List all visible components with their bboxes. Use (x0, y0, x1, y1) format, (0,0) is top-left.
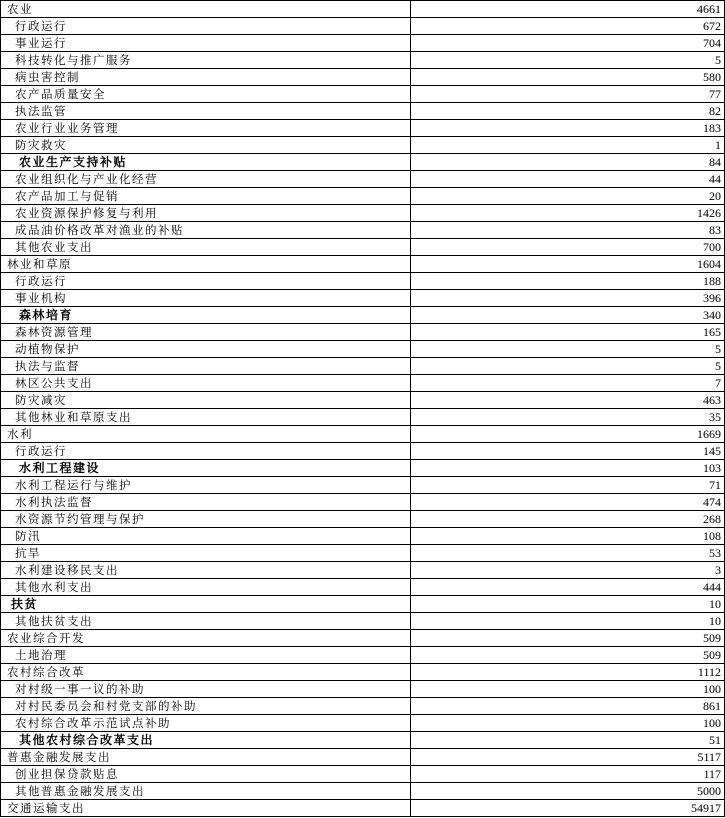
row-label: 防汛 (1, 528, 411, 545)
row-label: 水利工程运行与维护 (1, 477, 411, 494)
row-label: 其他农业支出 (1, 239, 411, 256)
row-label: 科技转化与推广服务 (1, 52, 411, 69)
table-row (1, 409, 725, 426)
row-value: 580 (411, 69, 725, 86)
row-label: 其他林业和草原支出 (1, 409, 411, 426)
row-label: 农业生产支持补贴 (1, 154, 411, 171)
row-value: 5 (411, 52, 725, 69)
table-row (1, 52, 725, 69)
row-label: 执法监管 (1, 103, 411, 120)
row-value: 396 (411, 290, 725, 307)
row-label: 土地治理 (1, 647, 411, 664)
row-value: 188 (411, 273, 725, 290)
row-label: 事业机构 (1, 290, 411, 307)
table-row (1, 511, 725, 528)
row-value: 268 (411, 511, 725, 528)
table-row (1, 766, 725, 783)
row-label: 扶贫 (1, 596, 411, 613)
row-value: 700 (411, 239, 725, 256)
table-row (1, 18, 725, 35)
row-label: 水资源节约管理与保护 (1, 511, 411, 528)
row-value: 5 (411, 358, 725, 375)
table-row (1, 307, 725, 324)
table-row (1, 1, 725, 18)
table-row (1, 154, 725, 171)
row-value: 145 (411, 443, 725, 460)
table-row (1, 86, 725, 103)
row-value: 3 (411, 562, 725, 579)
table-row (1, 35, 725, 52)
row-value: 704 (411, 35, 725, 52)
row-label: 农产品质量安全 (1, 86, 411, 103)
table-row (1, 443, 725, 460)
row-label: 防灾减灾 (1, 392, 411, 409)
table-row (1, 783, 725, 800)
row-value: 83 (411, 222, 725, 239)
row-label: 事业运行 (1, 35, 411, 52)
table-row (1, 596, 725, 613)
row-value: 340 (411, 307, 725, 324)
budget-table-body (1, 1, 725, 817)
table-row (1, 528, 725, 545)
table-row (1, 477, 725, 494)
table-row (1, 120, 725, 137)
row-label: 其他水利支出 (1, 579, 411, 596)
row-label: 行政运行 (1, 443, 411, 460)
table-row (1, 358, 725, 375)
table-row (1, 681, 725, 698)
row-label: 防灾救灾 (1, 137, 411, 154)
row-label: 对村级一事一议的补助 (1, 681, 411, 698)
row-value: 1604 (411, 256, 725, 273)
row-value: 183 (411, 120, 725, 137)
table-row (1, 630, 725, 647)
row-label: 水利执法监督 (1, 494, 411, 511)
row-value: 10 (411, 596, 725, 613)
row-label: 水利工程建设 (1, 460, 411, 477)
row-label: 其他农村综合改革支出 (1, 732, 411, 749)
row-value: 71 (411, 477, 725, 494)
table-row (1, 171, 725, 188)
table-row (1, 460, 725, 477)
row-label: 水利建设移民支出 (1, 562, 411, 579)
row-label: 对村民委员会和村党支部的补助 (1, 698, 411, 715)
row-value: 1426 (411, 205, 725, 222)
row-value: 82 (411, 103, 725, 120)
table-row (1, 137, 725, 154)
table-row (1, 426, 725, 443)
row-value: 463 (411, 392, 725, 409)
row-value: 84 (411, 154, 725, 171)
table-row (1, 715, 725, 732)
table-row (1, 392, 725, 409)
table-row (1, 732, 725, 749)
row-label: 普惠金融发展支出 (1, 749, 411, 766)
row-label: 农产品加工与促销 (1, 188, 411, 205)
table-row (1, 664, 725, 681)
table-row (1, 324, 725, 341)
row-label: 行政运行 (1, 273, 411, 290)
row-value: 861 (411, 698, 725, 715)
row-value: 7 (411, 375, 725, 392)
row-label: 林区公共支出 (1, 375, 411, 392)
row-label: 水利 (1, 426, 411, 443)
row-value: 35 (411, 409, 725, 426)
table-row (1, 749, 725, 766)
row-label: 行政运行 (1, 18, 411, 35)
row-label: 执法与监督 (1, 358, 411, 375)
table-row (1, 188, 725, 205)
table-row (1, 698, 725, 715)
row-value: 117 (411, 766, 725, 783)
table-row (1, 545, 725, 562)
row-label: 动植物保护 (1, 341, 411, 358)
table-row (1, 103, 725, 120)
row-value: 100 (411, 715, 725, 732)
row-label: 其他普惠金融发展支出 (1, 783, 411, 800)
row-value: 100 (411, 681, 725, 698)
row-label: 农业 (1, 1, 411, 18)
row-label: 森林培育 (1, 307, 411, 324)
table-row (1, 256, 725, 273)
row-label: 创业担保贷款贴息 (1, 766, 411, 783)
table-row (1, 222, 725, 239)
table-row (1, 69, 725, 86)
table-row (1, 205, 725, 222)
row-value: 672 (411, 18, 725, 35)
row-label: 农业行业业务管理 (1, 120, 411, 137)
row-label: 抗旱 (1, 545, 411, 562)
table-row (1, 579, 725, 596)
row-label: 农业资源保护修复与利用 (1, 205, 411, 222)
row-label: 成品油价格改革对渔业的补贴 (1, 222, 411, 239)
row-label: 病虫害控制 (1, 69, 411, 86)
row-value: 54917 (411, 800, 725, 817)
row-label: 农业组织化与产业化经营 (1, 171, 411, 188)
row-value: 5 (411, 341, 725, 358)
row-label: 农业综合开发 (1, 630, 411, 647)
row-value: 77 (411, 86, 725, 103)
row-label: 森林资源管理 (1, 324, 411, 341)
table-row (1, 273, 725, 290)
row-value: 5000 (411, 783, 725, 800)
row-label: 其他扶贫支出 (1, 613, 411, 630)
table-row (1, 290, 725, 307)
row-value: 4661 (411, 1, 725, 18)
table-row (1, 494, 725, 511)
table-row (1, 562, 725, 579)
table-row (1, 647, 725, 664)
table-row (1, 341, 725, 358)
row-value: 44 (411, 171, 725, 188)
row-value: 165 (411, 324, 725, 341)
row-value: 108 (411, 528, 725, 545)
row-label: 农村综合改革 (1, 664, 411, 681)
row-value: 103 (411, 460, 725, 477)
row-value: 509 (411, 630, 725, 647)
table-row (1, 239, 725, 256)
row-value: 53 (411, 545, 725, 562)
row-value: 444 (411, 579, 725, 596)
row-value: 10 (411, 613, 725, 630)
row-value: 20 (411, 188, 725, 205)
row-value: 1669 (411, 426, 725, 443)
row-label: 农村综合改革示范试点补助 (1, 715, 411, 732)
row-value: 1112 (411, 664, 725, 681)
row-value: 509 (411, 647, 725, 664)
table-row (1, 613, 725, 630)
table-row (1, 375, 725, 392)
row-value: 5117 (411, 749, 725, 766)
row-value: 474 (411, 494, 725, 511)
row-value: 51 (411, 732, 725, 749)
row-value: 1 (411, 137, 725, 154)
row-label: 交通运输支出 (1, 800, 411, 817)
table-row (1, 800, 725, 817)
row-label: 林业和草原 (1, 256, 411, 273)
